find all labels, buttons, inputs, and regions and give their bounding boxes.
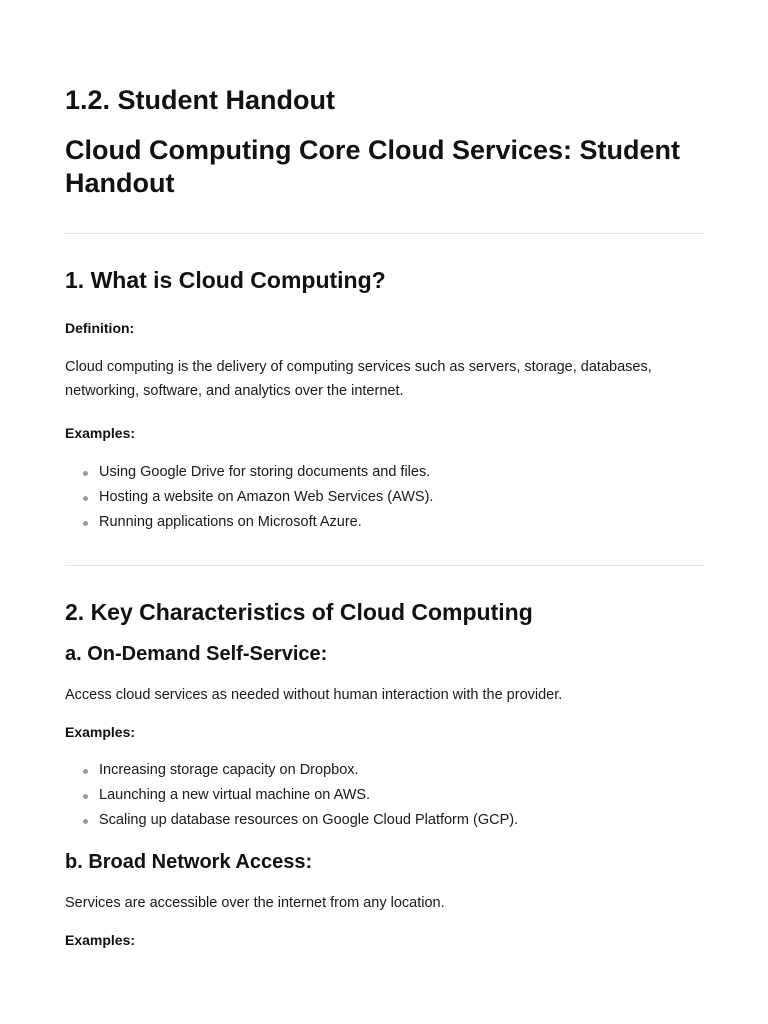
on-demand-description: Access cloud services as needed without human interaction with the provider. xyxy=(65,687,563,703)
examples-label: Examples: xyxy=(65,425,136,441)
list-item: Increasing storage capacity on Dropbox. xyxy=(83,758,704,783)
subsection-heading-on-demand: a. On-Demand Self-Service: xyxy=(65,643,328,665)
examples-list xyxy=(65,758,704,833)
section-heading-what-is-cloud: 1. What is Cloud Computing? xyxy=(65,267,386,293)
examples-list xyxy=(65,460,704,535)
broad-network-description: Services are accessible over the internet from any location. xyxy=(65,895,445,911)
definition-text: Cloud computing is the delivery of computing services such as servers, storage, databases, networking, software, and analytics over the internet. xyxy=(65,359,652,399)
examples-label: Examples: xyxy=(65,932,136,948)
section-heading-key-characteristics: 2. Key Characteristics of Cloud Computing xyxy=(65,599,533,625)
list-item: Using Google Drive for storing documents and files. xyxy=(83,460,704,485)
examples-label: Examples: xyxy=(65,724,136,740)
definition-label: Definition: xyxy=(65,320,135,336)
section-divider xyxy=(65,233,704,234)
list-item: Running applications on Microsoft Azure. xyxy=(83,510,704,535)
list-item: Hosting a website on Amazon Web Services (AWS). xyxy=(83,485,704,510)
page-title: 1.2. Student Handout xyxy=(65,85,335,115)
subsection-heading-broad-network: b. Broad Network Access: xyxy=(65,851,313,873)
section-divider xyxy=(65,565,704,566)
list-item: Scaling up database resources on Google Cloud Platform (GCP). xyxy=(83,808,704,833)
document-subtitle: Cloud Computing Core Cloud Services: Student Handout xyxy=(65,135,681,198)
list-item: Launching a new virtual machine on AWS. xyxy=(83,783,704,808)
